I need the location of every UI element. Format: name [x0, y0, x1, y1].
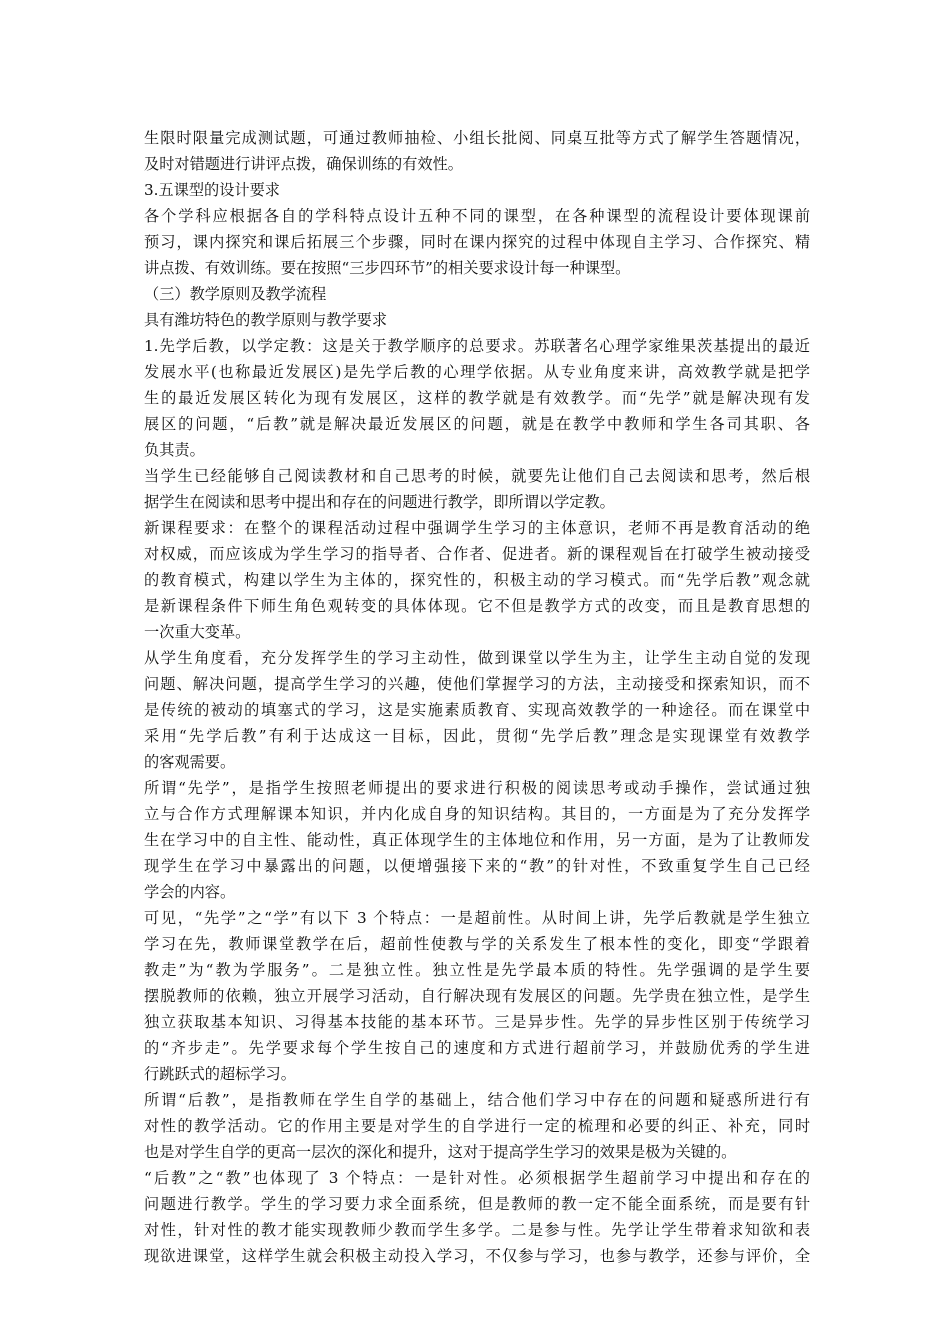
text-line: 负其责。	[144, 441, 205, 459]
text-line: 具有潍坊特色的教学原则与教学要求	[144, 311, 387, 329]
document-body	[144, 125, 810, 1269]
text-line: 各个学科应根据各自的学科特点设计五种不同的课型，在各种课型的流程设计要体现课前	[144, 207, 810, 225]
text-line: 行跳跃式的超标学习。	[144, 1065, 296, 1083]
text-line: 独立获取基本知识、习得基本技能的基本环节。三是异步性。先学的异步性区别于传统学习	[144, 1013, 810, 1031]
text-line: 生的最近发展区转化为现有发展区，这样的教学就是有效教学。而“先学”就是解决现有发	[144, 389, 810, 407]
text-line: 学会的内容。	[144, 883, 236, 901]
text-line: 也是对学生自学的更高一层次的深化和提升，这对于提高学生学习的效果是极为关键的。	[144, 1143, 737, 1161]
text-line: 对权威，而应该成为学生学习的指导者、合作者、促进者。新的课程观旨在打破学生被动接受	[144, 545, 810, 563]
text-line: 立与合作方式理解课本知识，并内化成自身的知识结构。其目的，一方面是为了充分发挥学	[144, 805, 810, 823]
text-line: 是新课程条件下师生角色观转变的具体体现。它不但是教学方式的改变，而且是教育思想的	[144, 597, 810, 615]
text-line: 的教育模式，构建以学生为主体的，探究性的，积极主动的学习模式。而“先学后教”观念就	[144, 571, 810, 589]
text-line: 是传统的被动的填塞式的学习，这是实施素质教育、实现高效教学的一种途径。而在课堂中	[144, 701, 810, 719]
text-line: 3.五课型的设计要求	[144, 181, 280, 199]
text-line: 摆脱教师的依赖，独立开展学习活动，自行解决现有发展区的问题。先学贵在独立性，是学生	[144, 987, 810, 1005]
text-line: 可见，“先学”之“学”有以下 3 个特点：一是超前性。从时间上讲，先学后教就是学生独立	[144, 909, 810, 927]
text-line: 一次重大变革。	[144, 623, 251, 641]
text-line: 学习在先，教师课堂教学在后，超前性使教与学的关系发生了根本性的变化，即变“学跟着	[144, 935, 810, 953]
text-line: （三）教学原则及教学流程	[144, 285, 327, 303]
text-line: 对性，针对性的教才能实现教师少教而学生多学。二是参与性。先学让学生带着求知欲和表	[144, 1221, 810, 1239]
text-line: 采用“先学后教”有利于达成这一目标，因此，贯彻“先学后教”理念是实现课堂有效教学	[144, 727, 810, 745]
text-line: 的客观需要。	[144, 753, 236, 771]
text-line: 的“齐步走”。先学要求每个学生按自己的速度和方式进行超前学习，并鼓励优秀的学生进	[144, 1039, 810, 1057]
text-line: 发展水平(也称最近发展区)是先学后教的心理学依据。从专业角度来讲，高效教学就是把学	[144, 363, 810, 381]
text-line: 对性的教学活动。它的作用主要是对学生的自学进行一定的梳理和必要的纠正、补充，同时	[144, 1117, 810, 1135]
text-line: 讲点拨、有效训练。要在按照“三步四环节”的相关要求设计每一种课型。	[144, 259, 631, 277]
text-line: 预习，课内探究和课后拓展三个步骤，同时在课内探究的过程中体现自主学习、合作探究、精	[144, 233, 810, 251]
text-line: 问题、解决问题，提高学生学习的兴趣，使他们掌握学习的方法，主动接受和探索知识，而不	[144, 675, 810, 693]
text-line: 当学生已经能够自己阅读教材和自己思考的时候，就要先让他们自己去阅读和思考，然后根	[144, 467, 810, 485]
text-line: 现欲进课堂，这样学生就会积极主动投入学习，不仅参与学习，也参与教学，还参与评价，全	[144, 1247, 810, 1265]
text-line: 及时对错题进行讲评点拨，确保训练的有效性。	[144, 155, 463, 173]
text-line: 所谓“后教”，是指教师在学生自学的基础上，结合他们学习中存在的问题和疑惑所进行有	[144, 1091, 810, 1109]
text-line: 新课程要求：在整个的课程活动过程中强调学生学习的主体意识，老师不再是教育活动的绝	[144, 519, 810, 537]
text-line: 所谓“先学”，是指学生按照老师提出的要求进行积极的阅读思考或动手操作，尝试通过独	[144, 779, 810, 797]
text-line: 现学生在学习中暴露出的问题，以便增强接下来的“教”的针对性，不致重复学生自己已经	[144, 857, 810, 875]
text-line: 生限时限量完成测试题，可通过教师抽检、小组长批阅、同桌互批等方式了解学生答题情况，	[144, 129, 810, 147]
text-line: 展区的问题，“后教”就是解决最近发展区的问题，就是在教学中教师和学生各司其职、各	[144, 415, 810, 433]
text-line: 问题进行教学。学生的学习要力求全面系统，但是教师的教一定不能全面系统，而是要有针	[144, 1195, 810, 1213]
text-line: 据学生在阅读和思考中提出和存在的问题进行教学，即所谓以学定教。	[144, 493, 615, 511]
text-line: “后教”之“教”也体现了 3 个特点：一是针对性。必须根据学生超前学习中提出和存在的	[144, 1169, 810, 1187]
text-line: 生在学习中的自主性、能动性，真正体现学生的主体地位和作用，另一方面，是为了让教师发	[144, 831, 810, 849]
text-line: 从学生角度看，充分发挥学生的学习主动性，做到课堂以学生为主，让学生主动自觉的发现	[144, 649, 810, 667]
text-line: 1.先学后教，以学定教：这是关于教学顺序的总要求。苏联著名心理学家维果茨基提出的最近	[144, 337, 810, 355]
text-line: 教走”为“教为学服务”。二是独立性。独立性是先学最本质的特性。先学强调的是学生要	[144, 961, 810, 979]
